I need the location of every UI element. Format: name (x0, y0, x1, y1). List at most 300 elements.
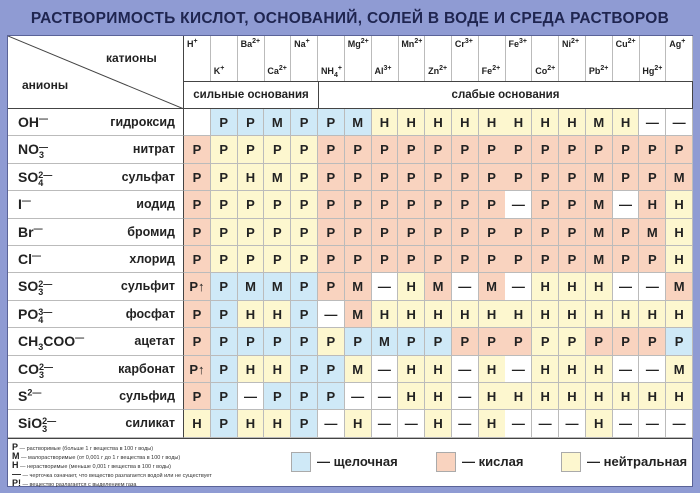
anion-name: ацетат (134, 334, 175, 349)
solubility-cell: М (372, 328, 399, 355)
solubility-cell: Н (452, 109, 479, 136)
solubility-cell: Н (505, 383, 532, 410)
cation-charge: 3+ (464, 38, 473, 45)
solubility-cell: Р (452, 191, 479, 218)
ion-charge-stack (39, 143, 48, 159)
solubility-cell: Р (372, 136, 399, 163)
cation-symbol: Zn (428, 66, 440, 76)
solubility-cell: Р (452, 246, 479, 273)
solubility-cell: — (452, 383, 479, 410)
legend-symbol: М (12, 451, 20, 461)
cation-charge: 3+ (518, 38, 527, 45)
cation-label (508, 39, 527, 49)
ion-charge-stack (38, 308, 52, 324)
solubility-cell: Р (291, 328, 318, 355)
cation-charge: + (337, 65, 342, 72)
solubility-cell: Р (559, 191, 586, 218)
solubility-cell: Р (211, 246, 238, 273)
solubility-cell: Р (532, 191, 559, 218)
solubility-cell: Р (479, 191, 506, 218)
solubility-table (7, 35, 693, 487)
solubility-cell: Н (586, 356, 613, 383)
solubility-cell: М (639, 219, 666, 246)
solubility-cell: Р (291, 273, 318, 300)
solubility-cell: Р (345, 164, 372, 191)
solubility-cell: Р (559, 136, 586, 163)
formula-part: PO (18, 305, 39, 322)
solubility-cell: Н (425, 356, 452, 383)
cation-header (666, 36, 693, 81)
ion-subscript: 3 (38, 287, 44, 298)
solubility-cell: Р (505, 219, 532, 246)
cation-charge: 2+ (492, 65, 501, 72)
swatch-alkaline (291, 452, 311, 472)
anion-row-header (8, 273, 184, 300)
legend-item (12, 478, 136, 488)
anion-row-header (8, 356, 184, 383)
anion-name: бромид (127, 224, 175, 239)
solubility-cell: Н (532, 301, 559, 328)
cation-symbol: Ag (669, 39, 682, 49)
ion-charge: — (75, 332, 85, 343)
legend-symbol: — (12, 469, 21, 479)
solubility-cell: Р (479, 246, 506, 273)
solubility-cell: Р (211, 410, 238, 437)
solubility-cell: Н (425, 410, 452, 437)
swatch-neutral (561, 452, 581, 472)
formula-part: SO (18, 168, 39, 185)
solubility-cell: Р (211, 383, 238, 410)
solubility-cell: Р (452, 328, 479, 355)
cation-header (639, 36, 666, 81)
solubility-cell: Р (238, 136, 265, 163)
solubility-cell: Н (666, 191, 693, 218)
solubility-cell: Н (666, 246, 693, 273)
solubility-cell: Р (559, 219, 586, 246)
solubility-cell: Н (238, 164, 265, 191)
solubility-cell: Р (372, 246, 399, 273)
solubility-cell: Р (425, 219, 452, 246)
formula-part: OH (18, 114, 39, 130)
cation-label (562, 39, 579, 49)
formula-part: SiO (18, 415, 43, 432)
formula-part: Br (18, 223, 34, 240)
anion-name: сульфид (119, 389, 175, 403)
solubility-cell: М (238, 273, 265, 300)
solubility-cell: Р (452, 219, 479, 246)
solubility-cell: — (345, 383, 372, 410)
anion-row-header (8, 246, 184, 273)
solubility-cell: Р (291, 219, 318, 246)
anion-formula (18, 278, 52, 296)
ion-subscript: 3 (38, 341, 44, 352)
solubility-cell: Р (559, 164, 586, 191)
solubility-cell: Р (505, 164, 532, 191)
solubility-cell: Н (532, 383, 559, 410)
legend-alkaline: — щелочная (317, 454, 398, 469)
cation-charge: + (305, 38, 310, 45)
ion-charge: 2— (39, 361, 54, 372)
weak-bases-label: слабые основания (319, 81, 693, 109)
solubility-cell: Р (184, 219, 211, 246)
solubility-cell: — (613, 410, 640, 437)
cation-charge: 2+ (600, 65, 609, 72)
solubility-cell: Р (505, 328, 532, 355)
anion-row-header (8, 191, 184, 218)
anion-name: сульфит (120, 279, 175, 294)
anion-formula (18, 415, 56, 433)
anion-formula (18, 361, 53, 379)
solubility-cell: Н (586, 410, 613, 437)
solubility-cell: Р (398, 328, 425, 355)
solubility-cell: Р (666, 328, 693, 355)
solubility-cell: М (264, 109, 291, 136)
solubility-cell: М (586, 109, 613, 136)
solubility-cell: Р (211, 191, 238, 218)
solubility-cell: Р (184, 246, 211, 273)
formula-part: I (18, 196, 22, 213)
cation-subscript: 4 (333, 71, 338, 79)
ion-charge: — (32, 250, 41, 261)
solubility-cell: — (613, 273, 640, 300)
legend-text: — нерастворимые (меньше 0,001 г вещества в 100 г воды) (20, 464, 171, 470)
anion-row-header (8, 383, 184, 410)
solubility-cell: Р (479, 164, 506, 191)
cation-charge: 2+ (414, 38, 423, 45)
cation-header (479, 36, 506, 81)
solubility-cell: Р (238, 328, 265, 355)
solubility-cell: Р (452, 136, 479, 163)
corner-header (8, 36, 184, 109)
legend-symbol: Р! (12, 478, 21, 488)
solubility-cell: Р (586, 328, 613, 355)
solubility-cell (184, 109, 211, 136)
solubility-cell: Н (639, 191, 666, 218)
solubility-cell: Р (264, 191, 291, 218)
solubility-cell: Р (211, 301, 238, 328)
solubility-cell: Р (532, 328, 559, 355)
solubility-cell: Р (238, 219, 265, 246)
solubility-cell: Н (586, 273, 613, 300)
strong-bases-label: сильные основания (184, 81, 319, 109)
anions-label: анионы (22, 78, 69, 92)
solubility-cell: М (586, 164, 613, 191)
solubility-cell: — (505, 273, 532, 300)
solubility-cell: Р (318, 246, 345, 273)
solubility-cell: Н (532, 273, 559, 300)
cation-symbol: Hg (642, 66, 655, 76)
cation-header (345, 36, 372, 81)
solubility-cell: Н (505, 109, 532, 136)
cation-header (586, 36, 613, 81)
cation-label (348, 39, 369, 49)
solubility-cell: Н (613, 301, 640, 328)
solubility-cell: М (586, 219, 613, 246)
solubility-cell: Р (532, 246, 559, 273)
anion-name: карбонат (118, 361, 175, 376)
legend-text: — черточка означает, что вещество разлагается водой или не существует (22, 473, 212, 479)
solubility-cell: Р (184, 301, 211, 328)
solubility-cell: Р↑ (184, 356, 211, 383)
formula-part: SO (18, 278, 39, 295)
solubility-cell: Р (479, 328, 506, 355)
solubility-cell: Р (532, 164, 559, 191)
solubility-cell: Р (211, 109, 238, 136)
ion-charge: 2— (38, 279, 53, 290)
formula-part: NO (18, 141, 39, 158)
solubility-cell: Р (264, 219, 291, 246)
ion-subscript: 4 (38, 314, 44, 325)
solubility-cell: Р (318, 164, 345, 191)
solubility-cell: Р (345, 191, 372, 218)
cation-header (532, 36, 559, 81)
page-title: РАСТВОРИМОСТЬ КИСЛОТ, ОСНОВАНИЙ, СОЛЕЙ В ВОДЕ И СРЕДА РАСТВОРОВ (30, 10, 670, 27)
solubility-cell: Р (613, 219, 640, 246)
solubility-cell: Р (425, 136, 452, 163)
solubility-cell: Р (184, 136, 211, 163)
solubility-cell: Н (479, 301, 506, 328)
solubility-cell: Р (666, 136, 693, 163)
solubility-cell: — (372, 356, 399, 383)
solubility-cell: М (666, 356, 693, 383)
legend (8, 438, 692, 486)
solubility-cell: Р (425, 328, 452, 355)
solubility-cell: — (639, 109, 666, 136)
cation-symbol: Ba (240, 39, 253, 49)
anion-name: нитрат (132, 142, 175, 157)
solubility-cell: М (345, 301, 372, 328)
solubility-cell: Р (559, 246, 586, 273)
cation-charge: 2+ (654, 65, 663, 72)
cation-label (642, 66, 662, 76)
solubility-cell: Р (505, 136, 532, 163)
cation-label (401, 39, 422, 49)
cation-charge: 2+ (252, 38, 261, 45)
solubility-cell: Р (613, 164, 640, 191)
solubility-cell: Н (559, 383, 586, 410)
solubility-cell: Н (425, 301, 452, 328)
solubility-cell: Р (532, 136, 559, 163)
solubility-cell: Р (372, 191, 399, 218)
ion-subscript: 3 (39, 369, 45, 380)
solubility-cell: М (345, 273, 372, 300)
solubility-cell: — (398, 410, 425, 437)
cation-charge: 2+ (571, 38, 580, 45)
anion-row-header (8, 109, 184, 136)
solubility-cell: Н (238, 301, 265, 328)
solubility-cell: Р (398, 191, 425, 218)
cations-label: катионы (106, 51, 157, 65)
anion-formula (18, 141, 48, 159)
anion-name: силикат (125, 416, 175, 431)
solubility-cell: Р (425, 164, 452, 191)
ion-charge: 2— (38, 169, 53, 180)
solubility-cell: Н (372, 109, 399, 136)
anion-formula (18, 306, 52, 324)
ion-charge: 2— (42, 416, 57, 427)
solubility-cell: Р (586, 136, 613, 163)
cation-header (372, 36, 399, 81)
formula-part: COO (43, 333, 76, 350)
solubility-cell: Р (345, 246, 372, 273)
ion-subscript: 3 (42, 424, 48, 435)
cation-symbol: Ni (562, 39, 572, 49)
solubility-cell: Н (613, 109, 640, 136)
solubility-cell: Н (639, 383, 666, 410)
solubility-cell: М (586, 191, 613, 218)
cation-label (214, 66, 225, 76)
solubility-cell: Р (318, 273, 345, 300)
formula-part: S (18, 388, 28, 404)
anion-row-header (8, 328, 184, 355)
solubility-cell: Н (559, 356, 586, 383)
anion-row-header (8, 301, 184, 328)
anion-name: сульфат (121, 169, 175, 184)
solubility-cell: Н (398, 383, 425, 410)
ion-charge-stack (38, 171, 52, 187)
solubility-cell: — (639, 410, 666, 437)
cation-symbol: NH (320, 66, 334, 76)
formula-part: CH (18, 333, 39, 350)
solubility-cell: Р (639, 164, 666, 191)
solubility-cell: Н (345, 410, 372, 437)
anion-formula (18, 114, 48, 130)
solubility-cell: Р (613, 246, 640, 273)
solubility-cell: Р (264, 246, 291, 273)
solubility-cell: Н (264, 356, 291, 383)
solubility-cell: Р (479, 136, 506, 163)
cation-symbol: Fe (481, 66, 493, 76)
cation-charge: 3+ (383, 65, 392, 72)
swatch-acidic (436, 452, 456, 472)
solubility-cell: Р (559, 328, 586, 355)
solubility-cell: М (264, 273, 291, 300)
solubility-cell: Р (345, 219, 372, 246)
cation-header (211, 36, 238, 81)
anion-name: фосфат (125, 306, 175, 321)
anion-name: гидроксид (110, 115, 175, 129)
solubility-cell: Р↑ (184, 273, 211, 300)
solubility-cell: Р (211, 356, 238, 383)
ion-charge: — (21, 195, 31, 206)
anion-row-header (8, 219, 184, 246)
solubility-cell: Н (666, 301, 693, 328)
cation-label (616, 39, 636, 49)
cation-label (320, 65, 342, 79)
ion-charge-stack (42, 417, 56, 433)
solubility-cell: — (532, 410, 559, 437)
solubility-cell: Н (479, 410, 506, 437)
solubility-cell: Р (184, 383, 211, 410)
solubility-cell: — (452, 273, 479, 300)
solubility-cell: Н (398, 109, 425, 136)
anion-row-header (8, 410, 184, 437)
cation-header (559, 36, 586, 81)
solubility-cell: Р (398, 164, 425, 191)
cation-charge: 2+ (439, 65, 448, 72)
solubility-cell: Н (532, 356, 559, 383)
solubility-cell: — (613, 191, 640, 218)
solubility-cell: Р (398, 219, 425, 246)
cation-label (375, 66, 392, 76)
solubility-cell: Н (559, 273, 586, 300)
cation-label (428, 66, 447, 76)
solubility-cell: Н (559, 109, 586, 136)
cation-symbol: Fe (508, 39, 519, 49)
solubility-cell: Н (479, 356, 506, 383)
legend-symbol: Н (12, 460, 19, 470)
solubility-cell: М (586, 246, 613, 273)
solubility-cell: Р (291, 246, 318, 273)
anion-formula (18, 169, 52, 187)
solubility-cell: Н (264, 301, 291, 328)
anion-name: хлорид (129, 252, 175, 266)
solubility-cell: Р (291, 410, 318, 437)
solubility-cell: М (479, 273, 506, 300)
solubility-cell: Н (398, 301, 425, 328)
cation-symbol: Co (535, 66, 548, 76)
solubility-cell: Р (291, 136, 318, 163)
cation-charge: 2+ (278, 65, 287, 72)
solubility-cell: Н (425, 109, 452, 136)
legend-text: — малорастворимые (от 0,001 г до 1 г вещества в 100 г воды) (21, 455, 181, 461)
cation-symbol: Na (294, 39, 306, 49)
solubility-cell: Р (639, 246, 666, 273)
solubility-cell: Р (184, 328, 211, 355)
solubility-cell: Р (291, 383, 318, 410)
ion-charge: 2— (27, 387, 42, 398)
solubility-cell: Р (479, 219, 506, 246)
solubility-cell: — (372, 383, 399, 410)
solubility-cell: Н (238, 356, 265, 383)
solubility-cell: Р (372, 219, 399, 246)
solubility-cell: — (505, 191, 532, 218)
solubility-cell: Р (345, 136, 372, 163)
solubility-cell: Р (264, 328, 291, 355)
formula-part: Cl (18, 251, 32, 267)
cation-charge: + (681, 38, 686, 45)
cation-label (455, 39, 473, 49)
ion-charge-stack (38, 280, 52, 296)
cation-charge: 2+ (627, 38, 636, 45)
solubility-cell: — (238, 383, 265, 410)
solubility-cell: — (505, 410, 532, 437)
solubility-cell: Н (639, 301, 666, 328)
solubility-cell: М (425, 273, 452, 300)
cation-symbol: K (213, 66, 221, 76)
solubility-cell: Н (666, 219, 693, 246)
cation-charge: + (193, 38, 198, 45)
cation-charge: + (220, 65, 225, 72)
cation-header (505, 36, 532, 81)
solubility-cell: Н (184, 410, 211, 437)
solubility-cell: Р (398, 246, 425, 273)
cation-symbol: Cu (615, 39, 628, 49)
cation-label (669, 39, 685, 49)
solubility-cell: М (345, 356, 372, 383)
cation-symbol: Cr (454, 39, 465, 49)
solubility-cell: Р (184, 191, 211, 218)
formula-part: CO (18, 360, 39, 377)
solubility-cell: Н (479, 109, 506, 136)
cation-label (482, 66, 501, 76)
cation-label (267, 66, 287, 76)
cation-symbol: Mg (347, 39, 361, 49)
solubility-cell: Н (586, 383, 613, 410)
solubility-cell: Р (318, 328, 345, 355)
solubility-cell: Р (211, 328, 238, 355)
solubility-cell: Р (318, 383, 345, 410)
